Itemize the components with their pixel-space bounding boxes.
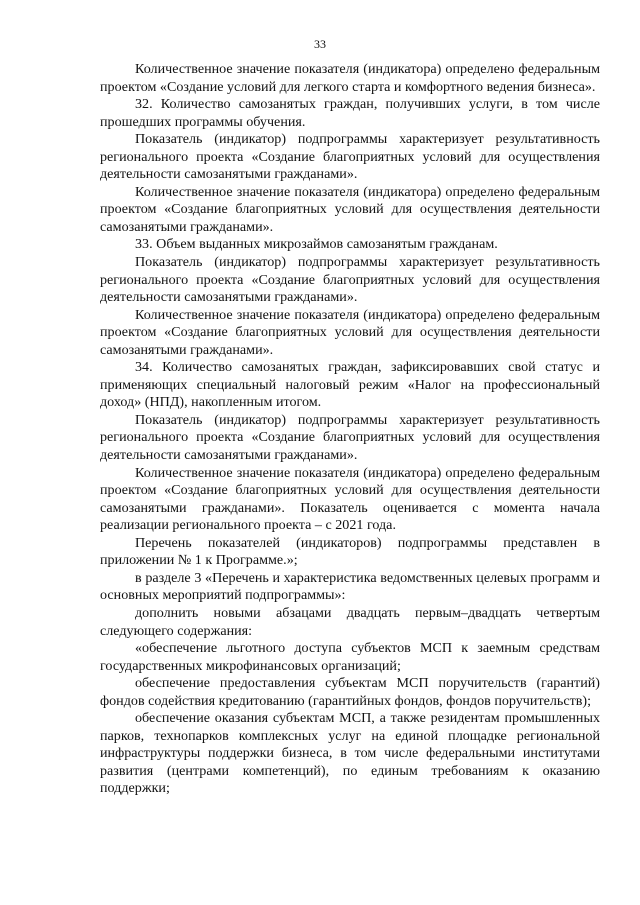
- paragraph: Количественное значение показателя (индикатора) определено федеральным проектом «Создание благоприятных условий для осуществления деятельности самозанятыми гражданами».: [100, 183, 600, 235]
- paragraph: дополнить новыми абзацами двадцать первым–двадцать четвертым следующего содержания:: [100, 604, 600, 639]
- paragraph: обеспечение предоставления субъектам МСП поручительств (гарантий) фондов содействия кредитованию (гарантийных фондов, фондов поручительств);: [100, 675, 600, 709]
- paragraph: Количественное значение показателя (индикатора) определено федеральным проектом «Создание благоприятных условий для осуществления деятельности самозанятыми гражданами». Показатель оценивается с момента начала реализации регионального проекта – с 2021 года.: [100, 464, 600, 534]
- paragraph: Перечень показателей (индикаторов) подпрограммы представлен в приложении № 1 к Программе.»;: [100, 534, 600, 569]
- paragraph: 34. Количество самозанятых граждан, зафиксировавших свой статус и применяющих специальный налоговый режим «Налог на профессиональный доход» (НПД), накопленным итогом.: [100, 359, 600, 411]
- paragraph: 32. Количество самозанятых граждан, получивших услуги, в том числе прошедших программы обучения.: [100, 96, 600, 130]
- paragraph: Показатель (индикатор) подпрограммы характеризует результативность регионального проекта «Создание благоприятных условий для осуществления деятельности самозанятыми гражданами».: [100, 131, 600, 183]
- paragraph: Количественное значение показателя (индикатора) определено федеральным проектом «Создание условий для легкого старта и комфортного ведения бизнеса».: [100, 61, 600, 95]
- document-body: [100, 61, 600, 798]
- paragraph: Количественное значение показателя (индикатора) определено федеральным проектом «Создание благоприятных условий для осуществления деятельности самозанятыми гражданами».: [100, 306, 600, 358]
- paragraph: обеспечение оказания субъектам МСП, а также резидентам промышленных парков, технопарков комплексных услуг на единой площадке региональной инфраструктуры поддержки бизнеса, в том числе федеральными институтами развития (центрами компетенций), по единым требованиям к оказанию поддержки;: [100, 710, 600, 797]
- page-number: 33: [314, 37, 326, 51]
- paragraph: Показатель (индикатор) подпрограммы характеризует результативность регионального проекта «Создание благоприятных условий для осуществления деятельности самозанятыми гражданами».: [100, 411, 600, 464]
- paragraph: в разделе 3 «Перечень и характеристика ведомственных целевых программ и основных мероприятий подпрограммы»:: [100, 569, 600, 604]
- paragraph: 33. Объем выданных микрозаймов самозанятым гражданам.: [135, 236, 498, 253]
- paragraph: «обеспечение льготного доступа субъектов МСП к заемным средствам государственных микрофинансовых организаций;: [100, 640, 600, 674]
- paragraph: Показатель (индикатор) подпрограммы характеризует результативность регионального проекта «Создание благоприятных условий для осуществления деятельности самозанятыми гражданами».: [100, 254, 600, 306]
